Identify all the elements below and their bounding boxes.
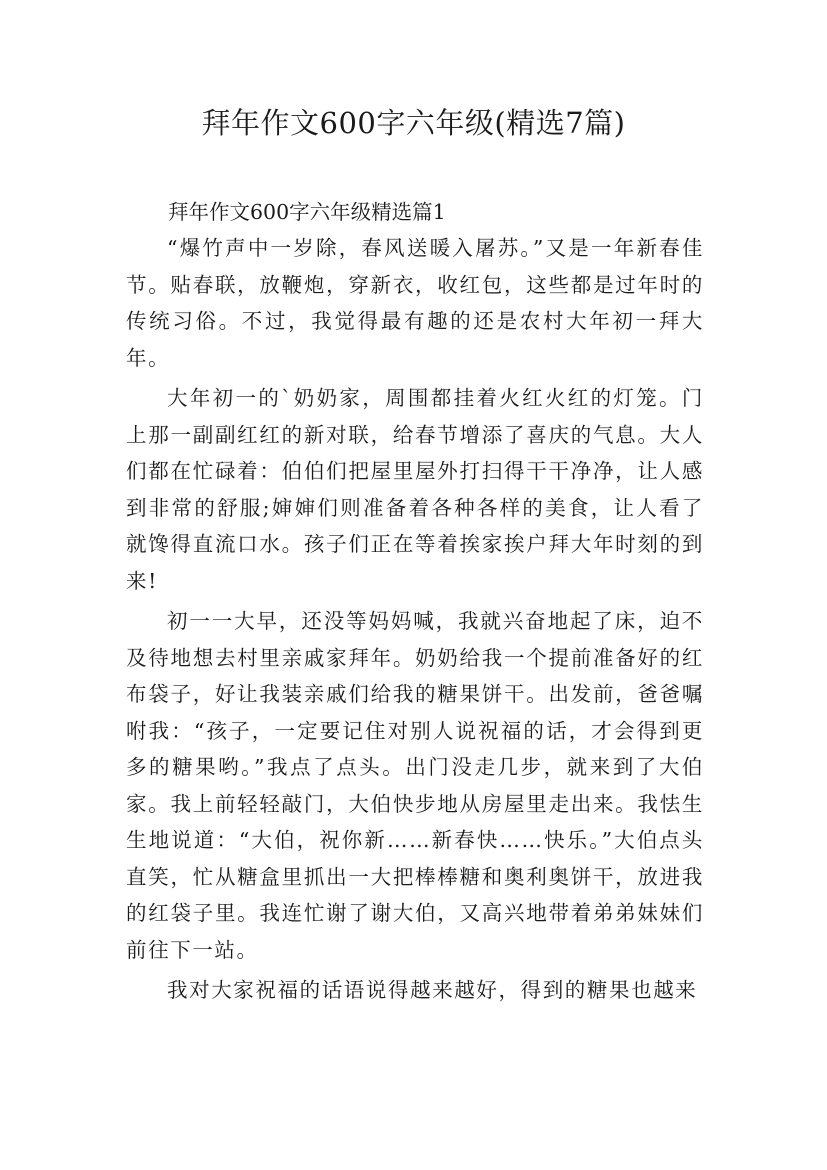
paragraph-2: 大年初一的`奶奶家，周围都挂着火红火红的灯笼。门上那一副副红红的新对联，给春节增添了喜庆的气息。大人们都在忙碌着：伯伯们把屋里屋外打扫得干干净净，让人感到非常的舒服;婶婶们则准备着各种各样的美食，让人看了就馋得直流口水。孩子们正在等着挨家挨户拜大年时刻的到来!	[126, 386, 704, 593]
paragraph-3: 初一一大早，还没等妈妈喊，我就兴奋地起了床，迫不及待地想去村里亲戚家拜年。奶奶给我一个提前准备好的红布袋子，好让我装亲戚们给我的糖果饼干。出发前，爸爸嘱咐我：“孩子，一定要记住对别人说祝福的话，才会得到更多的糖果哟。”我点了点头。出门没走几步，就来到了大伯家。我上前轻轻敲门，大伯快步地从房屋里走出来。我怯生生地说道：“大伯，祝你新……新春快……快乐。”大伯点头直笑，忙从糖盒里抓出一大把棒棒糖和奥利奥饼干，放进我的红袋子里。我连忙谢了谢大伯，又高兴地带着弟弟妹妹们前往下一站。	[126, 609, 704, 962]
paragraph-4: 我对大家祝福的话语说得越来越好，得到的糖果也越来	[167, 978, 698, 1002]
paragraph-1: “爆竹声中一岁除，春风送暖入屠苏。”又是一年新春佳节。贴春联，放鞭炮，穿新衣，收红包，这些都是过年时的传统习俗。不过，我觉得最有趣的还是农村大年初一拜大年。	[126, 236, 704, 370]
document-body	[126, 195, 704, 1009]
document-title: 拜年作文600字六年级(精选7篇)	[201, 106, 626, 140]
section-heading: 拜年作文600字六年级精选篇1	[168, 200, 446, 224]
